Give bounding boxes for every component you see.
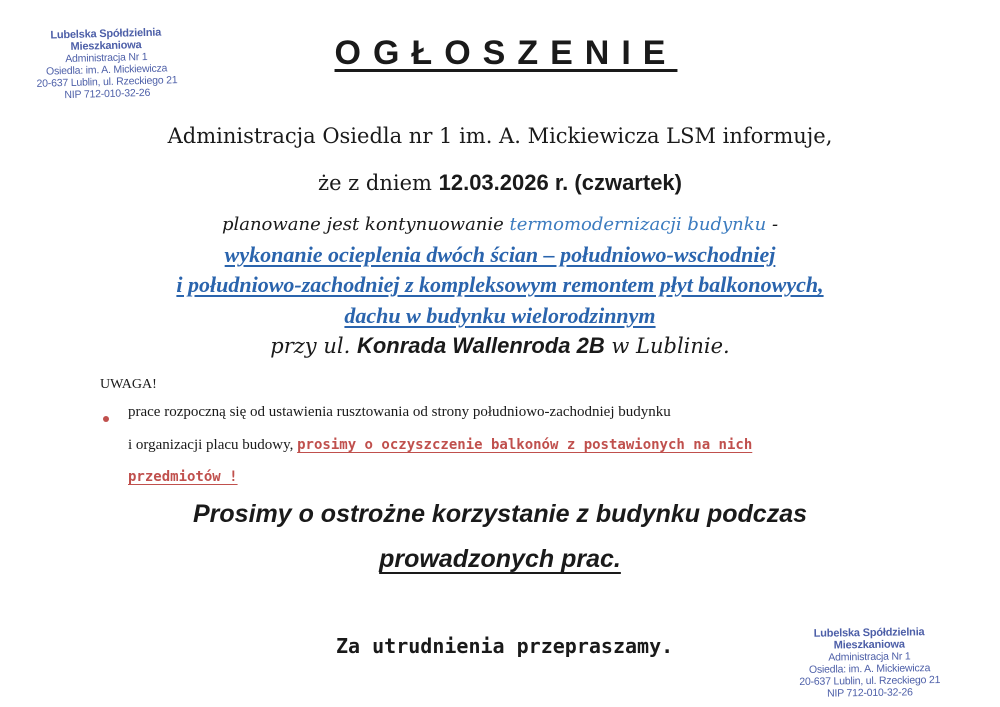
scope-text-3: dachu w budynku wielorodzinnym	[344, 303, 656, 328]
balcony-request-end: przedmiotów !	[128, 469, 238, 485]
title-text: OGŁOSZENIE	[334, 34, 678, 72]
notice-bullet-prefix: i organizacji placu budowy,	[128, 437, 298, 453]
work-start-date: 12.03.2026 r. (czwartek)	[438, 170, 682, 195]
stamp-estate: Osiedla: im. A. Mickiewicza	[808, 662, 931, 676]
bullet-icon	[103, 416, 109, 422]
address-prefix: przy ul.	[270, 334, 357, 358]
scope-line-3	[0, 303, 1000, 329]
appeal-line-1: Prosimy o ostrożne korzystanie z budynku podczas	[192, 500, 808, 528]
stamp-admin: Administracja Nr 1	[65, 50, 148, 66]
notice-bullet-line-3	[128, 469, 238, 486]
notice-bullet-line-1: prace rozpoczną się od ustawienia rusztowania od strony południowo-zachodniej budynku	[128, 404, 671, 420]
announcement-title	[0, 34, 1000, 73]
intro-line-3	[0, 214, 1000, 235]
plan-suffix: -	[766, 214, 779, 235]
appeal-line-2	[0, 545, 1000, 574]
scope-line-1	[0, 242, 1000, 268]
intro-line-2	[0, 170, 1000, 196]
street-address: Konrada Wallenroda 2B	[356, 333, 605, 358]
stamp-admin: Administracja Nr 1	[828, 650, 911, 664]
scope-line-2	[0, 272, 1000, 298]
stamp-nip: NIP 712-010-32-26	[64, 86, 151, 102]
notice-heading: UWAGA!	[100, 377, 157, 392]
appeal-line-2-text: prowadzonych prac.	[379, 545, 621, 573]
address-suffix: w Lublinie.	[604, 334, 730, 358]
stamp-estate: Osiedla: im. A. Mickiewicza	[45, 62, 168, 78]
intro-line-1: Administracja Osiedla nr 1 im. A. Mickiewicza LSM informuje,	[167, 124, 833, 148]
closing-apology: Za utrudnienia przepraszamy.	[336, 634, 674, 658]
stamp-address: 20-637 Lublin, ul. Rzeckiego 21	[36, 74, 178, 90]
plan-prefix: planowane jest kontynuowanie	[221, 214, 510, 235]
balcony-request: prosimy o oczyszczenie balkonów z postawionych na nich	[297, 437, 753, 453]
scope-text-1: wykonanie ocieplenia dwóch ścian – południowo-wschodniej	[224, 242, 776, 267]
stamp-org-name: Lubelska Spółdzielnia Mieszkaniowa	[50, 26, 162, 53]
date-prefix: że z dniem	[318, 171, 439, 195]
address-line	[0, 333, 1000, 359]
scope-text-2: i południowo-zachodniej z kompleksowym remontem płyt balkonowych,	[176, 272, 824, 297]
organization-stamp-bottom	[782, 626, 958, 700]
stamp-address: 20-637 Lublin, ul. Rzeckiego 21	[799, 674, 941, 688]
stamp-nip: NIP 712-010-32-26	[826, 686, 913, 700]
plan-highlight: termomodernizacji budynku	[509, 214, 767, 235]
notice-bullet-line-2	[128, 437, 752, 454]
stamp-org-name: Lubelska Spółdzielnia Mieszkaniowa	[813, 626, 925, 652]
